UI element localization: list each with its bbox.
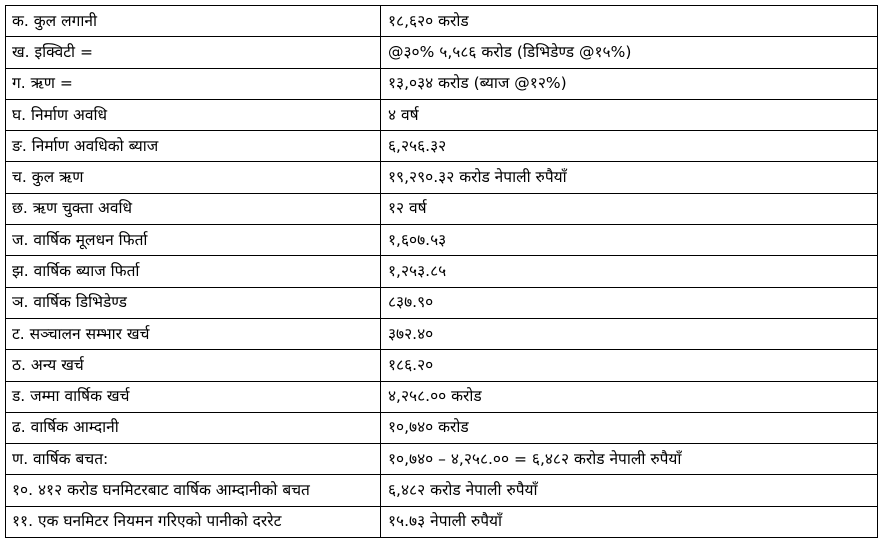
row-label: ञ. वार्षिक डिभिडेण्ड bbox=[6, 287, 381, 318]
table-row bbox=[6, 412, 878, 443]
row-label: क. कुल लगानी bbox=[6, 6, 381, 37]
row-label: ज. वार्षिक मूलधन फिर्ता bbox=[6, 225, 381, 256]
row-value: १५.७३ नेपाली रुपैयाँ bbox=[381, 506, 878, 537]
row-label: घ. निर्माण अवधि bbox=[6, 99, 381, 130]
table-row bbox=[6, 256, 878, 287]
row-value: ४,२५८.०० करोड bbox=[381, 381, 878, 412]
table-row bbox=[6, 6, 878, 37]
row-label: ख. इक्विटी = bbox=[6, 37, 381, 68]
document-page bbox=[5, 5, 878, 538]
table-row bbox=[6, 131, 878, 162]
table-row bbox=[6, 99, 878, 130]
row-value: १,६०७.५३ bbox=[381, 225, 878, 256]
table-row bbox=[6, 381, 878, 412]
row-value: ६,२५६.३२ bbox=[381, 131, 878, 162]
row-label: झ. वार्षिक ब्याज फिर्ता bbox=[6, 256, 381, 287]
row-label: ङ. निर्माण अवधिको ब्याज bbox=[6, 131, 381, 162]
table-row bbox=[6, 350, 878, 381]
row-label: ११. एक घनमिटर नियमन गरिएको पानीको दररेट bbox=[6, 506, 381, 537]
row-value: १,२५३.८५ bbox=[381, 256, 878, 287]
table-row bbox=[6, 225, 878, 256]
table-row bbox=[6, 68, 878, 99]
row-value: ४ वर्ष bbox=[381, 99, 878, 130]
row-label: ट. सञ्चालन सम्भार खर्च bbox=[6, 318, 381, 349]
row-value: १८६.२० bbox=[381, 350, 878, 381]
row-label: ठ. अन्य खर्च bbox=[6, 350, 381, 381]
row-value: ६,४८२ करोड नेपाली रुपैयाँ bbox=[381, 475, 878, 506]
row-value: ८३७.९० bbox=[381, 287, 878, 318]
row-value: @३०% ५,५८६ करोड (डिभिडेण्ड @१५%) bbox=[381, 37, 878, 68]
table-row bbox=[6, 318, 878, 349]
row-label: ण. वार्षिक बचत: bbox=[6, 444, 381, 475]
row-value: १०,७४० करोड bbox=[381, 412, 878, 443]
row-value: १२ वर्ष bbox=[381, 193, 878, 224]
row-value: १०,७४० – ४,२५८.०० = ६,४८२ करोड नेपाली रुपैयाँ bbox=[381, 444, 878, 475]
table-row bbox=[6, 193, 878, 224]
table-row bbox=[6, 162, 878, 193]
row-label: छ. ऋण चुक्ता अवधि bbox=[6, 193, 381, 224]
row-value: १९,२९०.३२ करोड नेपाली रुपैयाँ bbox=[381, 162, 878, 193]
row-value: १८,६२० करोड bbox=[381, 6, 878, 37]
financial-summary-table bbox=[5, 5, 878, 538]
row-label: ढ. वार्षिक आम्दानी bbox=[6, 412, 381, 443]
row-label: च. कुल ऋण bbox=[6, 162, 381, 193]
table-row bbox=[6, 506, 878, 537]
row-label: १०. ४१२ करोड घनमिटरबाट वार्षिक आम्दानीको बचत bbox=[6, 475, 381, 506]
row-label: ग. ऋण = bbox=[6, 68, 381, 99]
table-row bbox=[6, 37, 878, 68]
row-value: १३,०३४ करोड (ब्याज @१२%) bbox=[381, 68, 878, 99]
table-row bbox=[6, 444, 878, 475]
row-value: ३७२.४० bbox=[381, 318, 878, 349]
table-row bbox=[6, 287, 878, 318]
table-row bbox=[6, 475, 878, 506]
row-label: ड. जम्मा वार्षिक खर्च bbox=[6, 381, 381, 412]
